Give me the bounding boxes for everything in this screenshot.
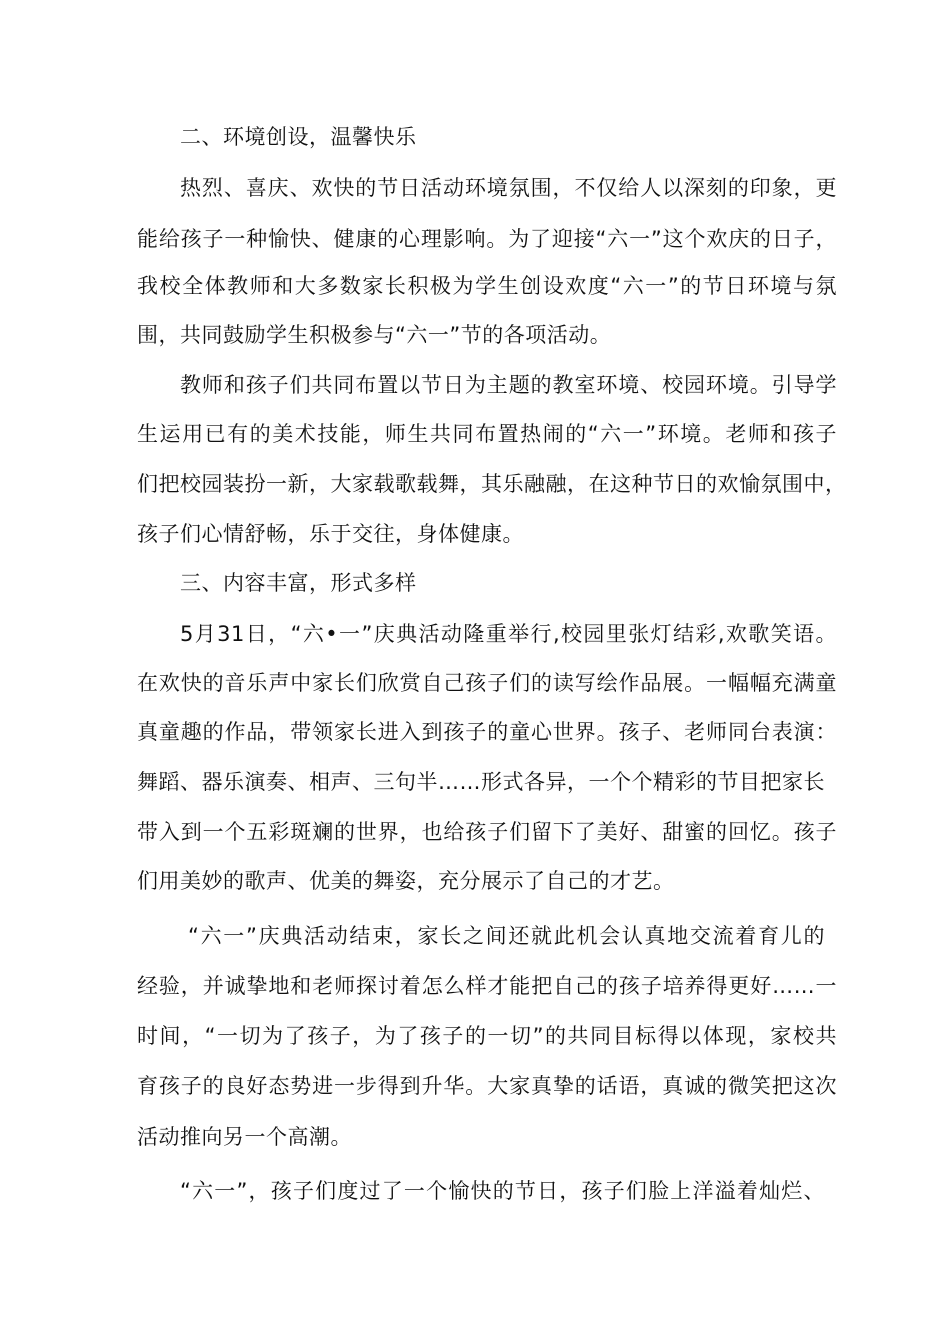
paragraph-line: 真童趣的作品，带领家长进入到孩子的童心世界。孩子、老师同台表演： bbox=[137, 720, 837, 744]
paragraph-line: 们把校园装扮一新，大家载歌载舞，其乐融融，在这种节日的欢愉氛围中， bbox=[137, 472, 847, 496]
paragraph-line: 围，共同鼓励学生积极参与“六一”节的各项活动。 bbox=[137, 323, 612, 347]
paragraph-line: 孩子们心情舒畅，乐于交往，身体健康。 bbox=[137, 522, 524, 546]
paragraph-line: 能给孩子一种愉快、健康的心理影响。为了迎接“六一”这个欢庆的日子， bbox=[137, 227, 837, 251]
paragraph-line: 在欢快的音乐声中家长们欣赏自己孩子们的读写绘作品展。一幅幅充满童 bbox=[137, 671, 837, 695]
paragraph-line: 时间，“一切为了孩子，为了孩子的一切”的共同目标得以体现，家校共 bbox=[137, 1024, 837, 1048]
paragraph-line: 5月31日，“六•一”庆典活动隆重举行,校园里张灯结彩,欢歌笑语。 bbox=[180, 622, 837, 646]
paragraph-line: 活动推向另一个高潮。 bbox=[137, 1125, 352, 1149]
paragraph-line: 舞蹈、器乐演奏、相声、三句半……形式各异，一个个精彩的节目把家长 bbox=[137, 770, 825, 794]
paragraph-line: “六一”，孩子们度过了一个愉快的节日，孩子们脸上洋溢着灿烂、 bbox=[180, 1179, 825, 1203]
paragraph-line: 育孩子的良好态势进一步得到升华。大家真挚的话语，真诚的微笑把这次 bbox=[137, 1074, 837, 1098]
paragraph-line: 我校全体教师和大多数家长积极为学生创设欢度“六一”的节日环境与氛 bbox=[137, 274, 837, 298]
section-heading-environment: 二、环境创设，温馨快乐 bbox=[180, 125, 417, 149]
paragraph-line: 带入到一个五彩斑斓的世界，也给孩子们留下了美好、甜蜜的回忆。孩子 bbox=[137, 820, 837, 844]
paragraph-line: 经验，并诚挚地和老师探讨着怎么样才能把自己的孩子培养得更好……一 bbox=[137, 974, 837, 998]
paragraph-line: 们用美妙的歌声、优美的舞姿，充分展示了自己的才艺。 bbox=[137, 869, 675, 893]
paragraph-line: 热烈、喜庆、欢快的节日活动环境氛围，不仅给人以深刻的印象，更 bbox=[180, 176, 837, 200]
section-heading-content: 三、内容丰富，形式多样 bbox=[180, 571, 417, 595]
paragraph-line: “六一”庆典活动结束，家长之间还就此机会认真地交流着育儿的 bbox=[188, 924, 825, 948]
paragraph-line: 教师和孩子们共同布置以节日为主题的教室环境、校园环境。引导学 bbox=[180, 373, 837, 397]
paragraph-line: 生运用已有的美术技能，师生共同布置热闹的“六一”环境。老师和孩子 bbox=[137, 422, 837, 446]
